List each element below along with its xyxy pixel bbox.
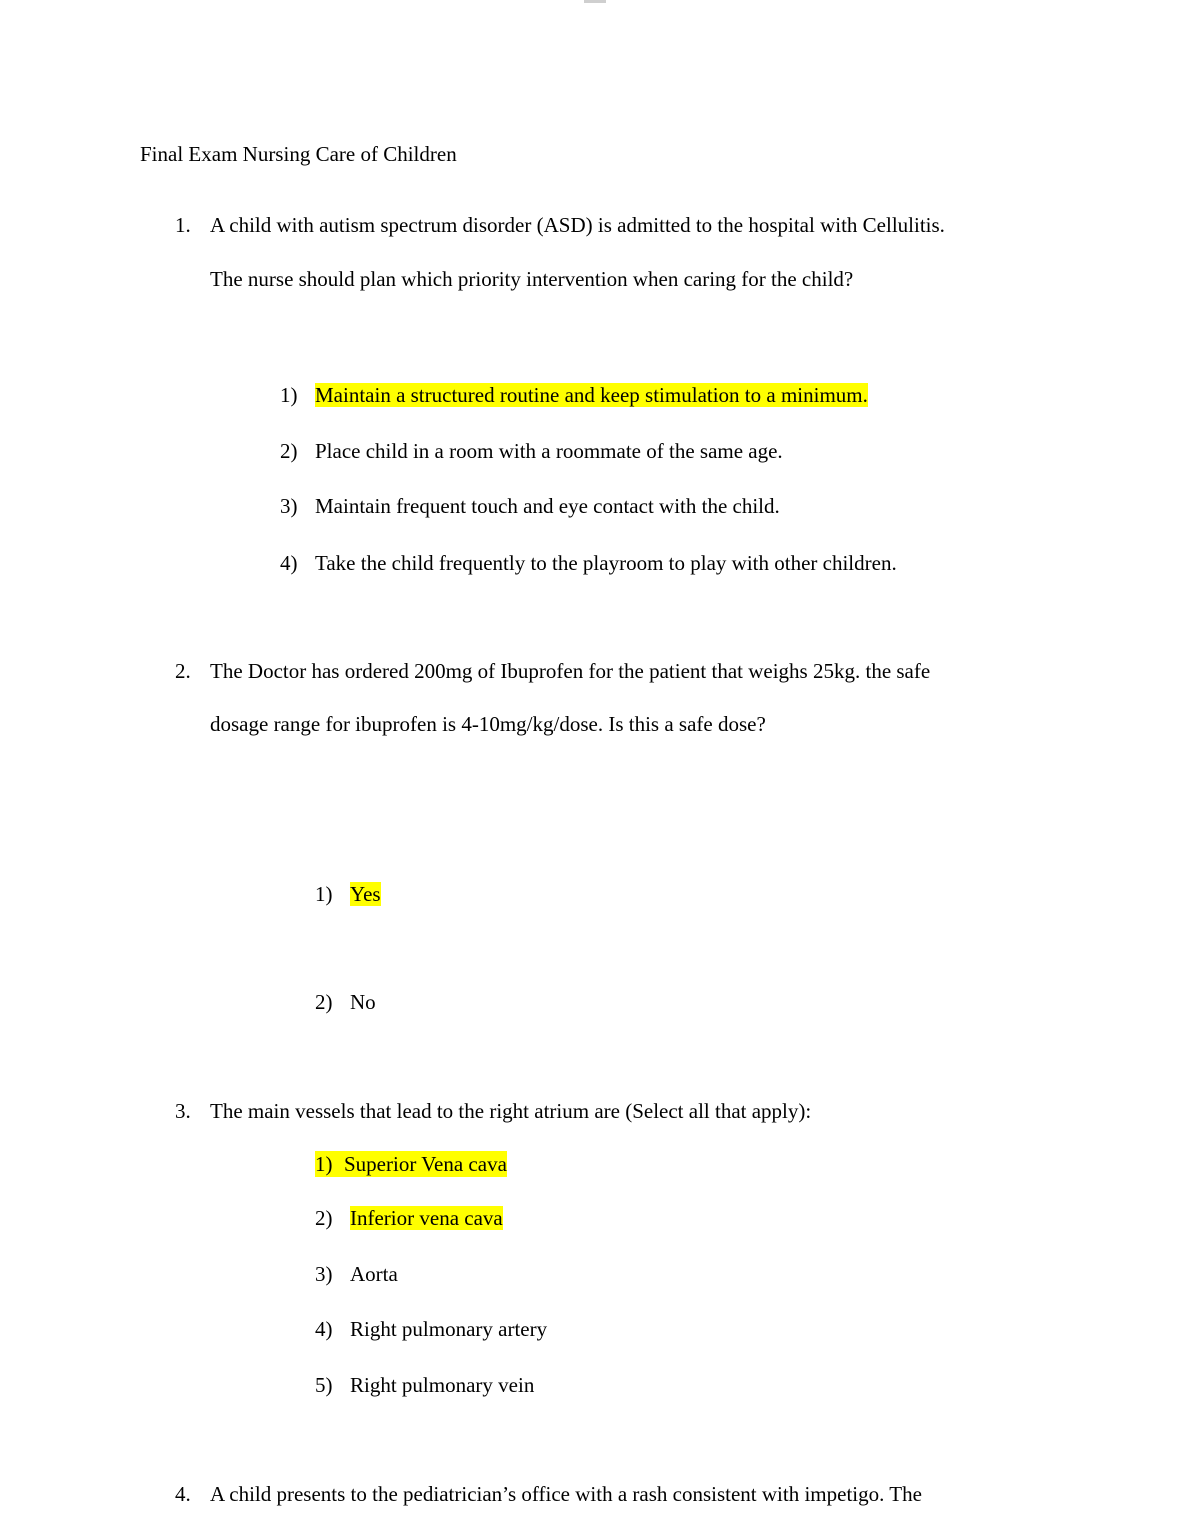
q2-option-1: [350, 881, 381, 907]
question-1-number: 1.: [175, 213, 191, 237]
q1-option-4-text: Take the child frequently to the playroom to play with other children.: [315, 551, 897, 575]
question-1-line-1: A child with autism spectrum disorder (ASD) is admitted to the hospital with Cellulitis.: [210, 213, 945, 237]
question-1-line-2: The nurse should plan which priority intervention when caring for the child?: [210, 267, 854, 291]
q3-option-2-number: 2): [315, 1206, 333, 1230]
q3-option-5-number: 5): [315, 1373, 333, 1397]
question-2-line-1: The Doctor has ordered 200mg of Ibuprofen for the patient that weighs 25kg. the safe: [210, 659, 931, 683]
q1-option-3-number: 3): [280, 494, 298, 518]
q1-option-4-number: 4): [280, 551, 298, 575]
question-2-line-2: dosage range for ibuprofen is 4-10mg/kg/dose. Is this a safe dose?: [210, 712, 766, 736]
q1-option-2-number: 2): [280, 439, 298, 463]
q3-option-4-text: Right pulmonary artery: [350, 1317, 548, 1341]
q2-option-1-number: 1): [315, 882, 333, 906]
page-title: Final Exam Nursing Care of Children: [140, 142, 457, 166]
q1-option-1: [315, 382, 868, 408]
q3-option-1-number: 1): [315, 1152, 333, 1176]
q3-option-2-text: Inferior vena cava: [350, 1206, 503, 1230]
q1-option-1-number: 1): [280, 383, 298, 407]
question-3-line-1: The main vessels that lead to the right atrium are (Select all that apply):: [210, 1099, 812, 1123]
q2-option-1-text: Yes: [350, 882, 381, 906]
q3-option-3-text: Aorta: [350, 1262, 398, 1286]
question-4-number: 4.: [175, 1482, 191, 1506]
q3-option-1-text: Superior Vena cava: [344, 1152, 507, 1176]
q3-option-5-text: Right pulmonary vein: [350, 1373, 535, 1397]
header-mark: [584, 0, 606, 3]
question-2-number: 2.: [175, 659, 191, 683]
question-3-number: 3.: [175, 1099, 191, 1123]
q1-option-3-text: Maintain frequent touch and eye contact with the child.: [315, 494, 780, 518]
question-4-line-1: A child presents to the pediatrician’s office with a rash consistent with impetigo. The: [210, 1482, 922, 1506]
q3-option-3-number: 3): [315, 1262, 333, 1286]
q1-option-2-text: Place child in a room with a roommate of the same age.: [315, 439, 783, 463]
q2-option-2-number: 2): [315, 990, 333, 1014]
q2-option-2-text: No: [350, 990, 376, 1014]
q3-option-2: [350, 1205, 503, 1231]
q3-option-1: [315, 1151, 507, 1177]
q3-option-4-number: 4): [315, 1317, 333, 1341]
q1-option-1-text: Maintain a structured routine and keep stimulation to a minimum.: [315, 383, 868, 407]
